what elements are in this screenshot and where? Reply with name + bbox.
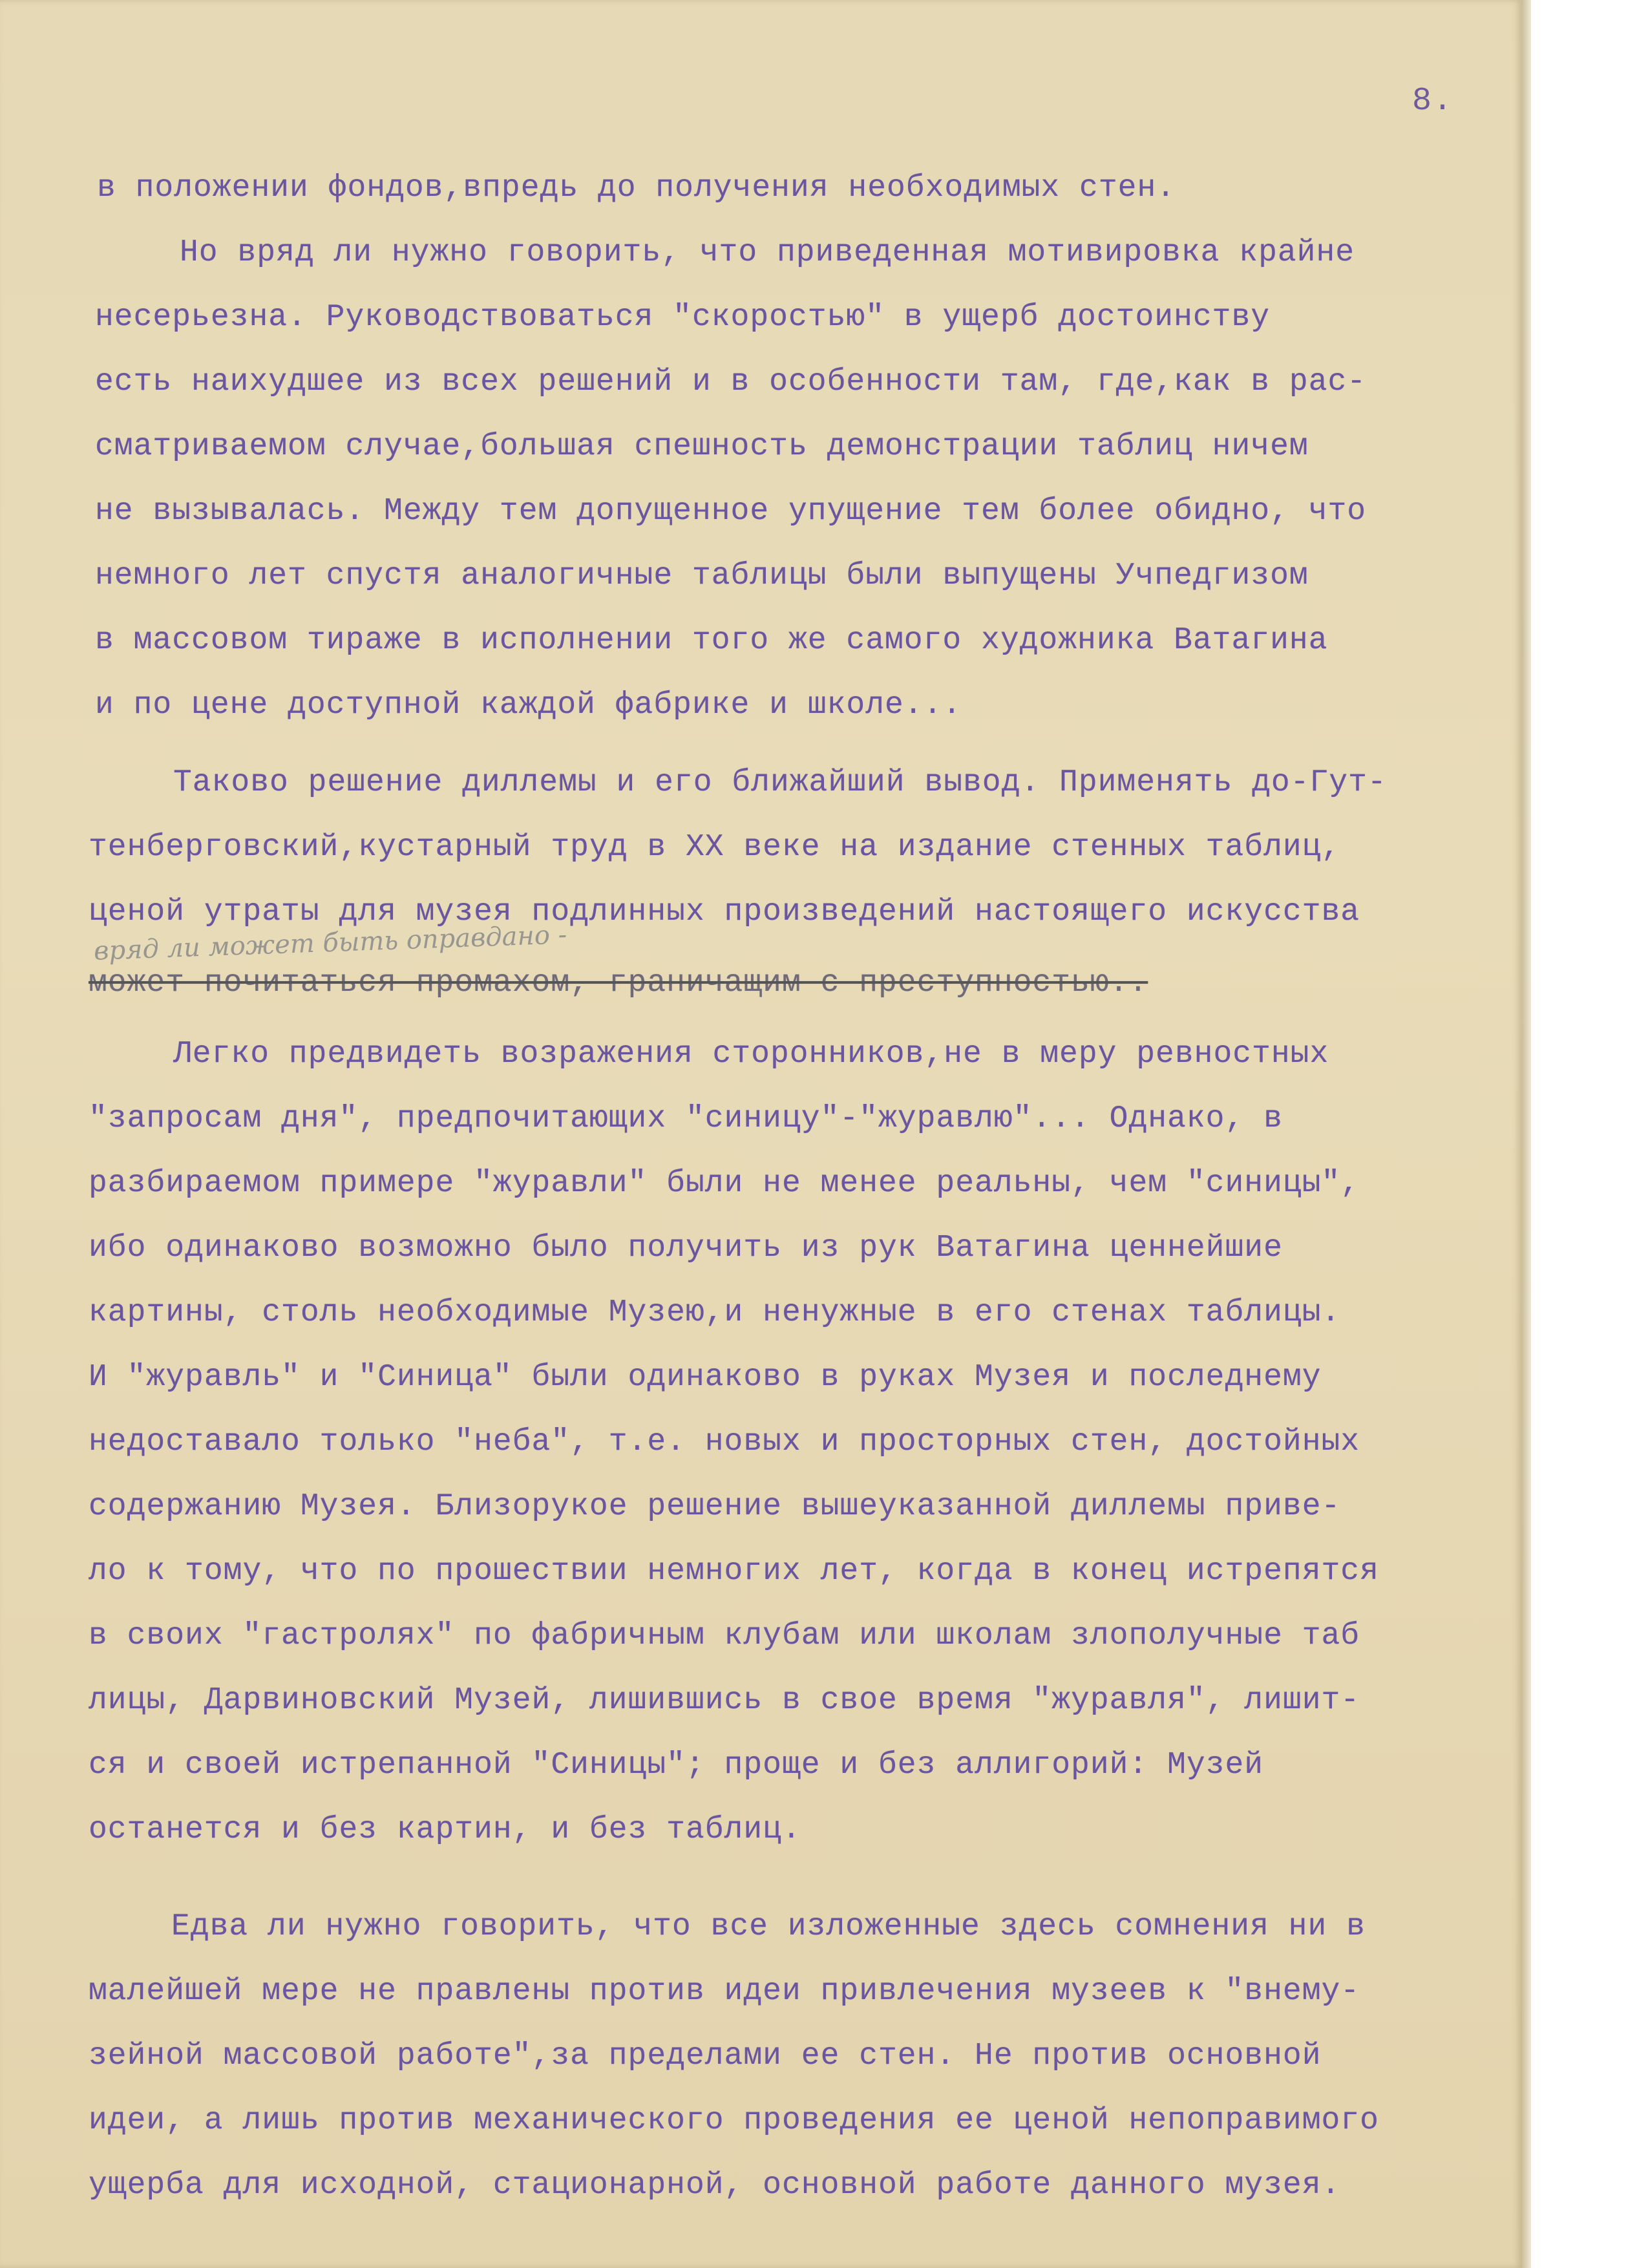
text-line: немного лет спустя аналогичные таблицы были выпущены Учпедгизом [95, 558, 1309, 593]
text-line: в своих "гастролях" по фабричным клубам или школам злополучные таб [89, 1618, 1360, 1653]
text-line: содержанию Музея. Близорукое решение вышеуказанной диллемы приве- [89, 1489, 1341, 1524]
text-line: и по цене доступной каждой фабрике и школе... [95, 688, 962, 723]
text-line: останется и без картин, и без таблиц. [89, 1812, 801, 1847]
text-line: картины, столь необходимые Музею,и ненужные в его стенах таблицы. [89, 1295, 1341, 1330]
text-line: Едва ли нужно говорить, что все изложенные здесь сомнения ни в [171, 1909, 1366, 1944]
text-line: И "журавль" и "Синица" были одинаково в руках Музея и последнему [89, 1360, 1322, 1395]
handwritten-note: вряд ли может быть оправдано - [93, 920, 567, 966]
sheet-edge [1522, 0, 1531, 2268]
text-line: Легко предвидеть возражения сторонников,не в меру ревностных [173, 1037, 1329, 1072]
text-line: в массовом тираже в исполнении того же самого художника Ватагина [95, 623, 1328, 658]
text-line: "запросам дня", предпочитающих "синицу"-"журавлю"... Однако, в [89, 1101, 1283, 1136]
text-line: зейной массовой работе",за пределами ее стен. Не против основной [89, 2039, 1322, 2073]
text-line: в положении фондов,впредь до получения необходимых стен. [97, 171, 1176, 206]
text-line: идеи, а лишь против механического проведения ее ценой непоправимого [89, 2103, 1379, 2138]
text-line: ся и своей истрепанной "Синицы"; проще и без аллигорий: Музей [89, 1748, 1264, 1783]
text-line: Но вряд ли нужно говорить, что приведенная мотивировка крайне [180, 235, 1355, 270]
text-line: ущерба для исходной, стационарной, основной работе данного музея. [89, 2168, 1341, 2203]
text-line: несерьезна. Руководствоваться "скоростью" в ущерб достоинству [95, 300, 1271, 335]
text-line: лицы, Дарвиновский Музей, лишившись в свое время "журавля", лишит- [89, 1683, 1360, 1718]
text-line: ценой утраты для музея подлинных произведений настоящего искусства [89, 895, 1360, 929]
text-line: ло к тому, что по прошествии немногих лет, когда в конец истрепятся [89, 1554, 1379, 1589]
text-line: тенберговский,кустарный труд в XX веке на издание стенных таблиц, [89, 830, 1341, 865]
text-line: сматриваемом случае,большая спешность демонстрации таблиц ничем [95, 429, 1309, 464]
page-number: 8. [1412, 83, 1454, 120]
text-line: Таково решение диллемы и его ближайший вывод. Применять до-Гут- [173, 765, 1387, 800]
text-line: малейшей мере не правлены против идеи привлечения музеев к "внему- [89, 1974, 1360, 2009]
text-line: есть наихудшее из всех решений и в особенности там, где,как в рас- [95, 365, 1367, 399]
text-line: не вызывалась. Между тем допущенное упущение тем более обидно, что [95, 494, 1367, 529]
struck-text-line: может почитаться промахом, граничащим с преступностью.. [89, 966, 1148, 1001]
text-line: ибо одинаково возможно было получить из рук Ватагина ценнейшие [89, 1231, 1283, 1266]
text-line: разбираемом примере "журавли" были не менее реальны, чем "синицы", [89, 1166, 1360, 1201]
text-line: недоставало только "неба", т.е. новых и просторных стен, достойных [89, 1425, 1360, 1459]
